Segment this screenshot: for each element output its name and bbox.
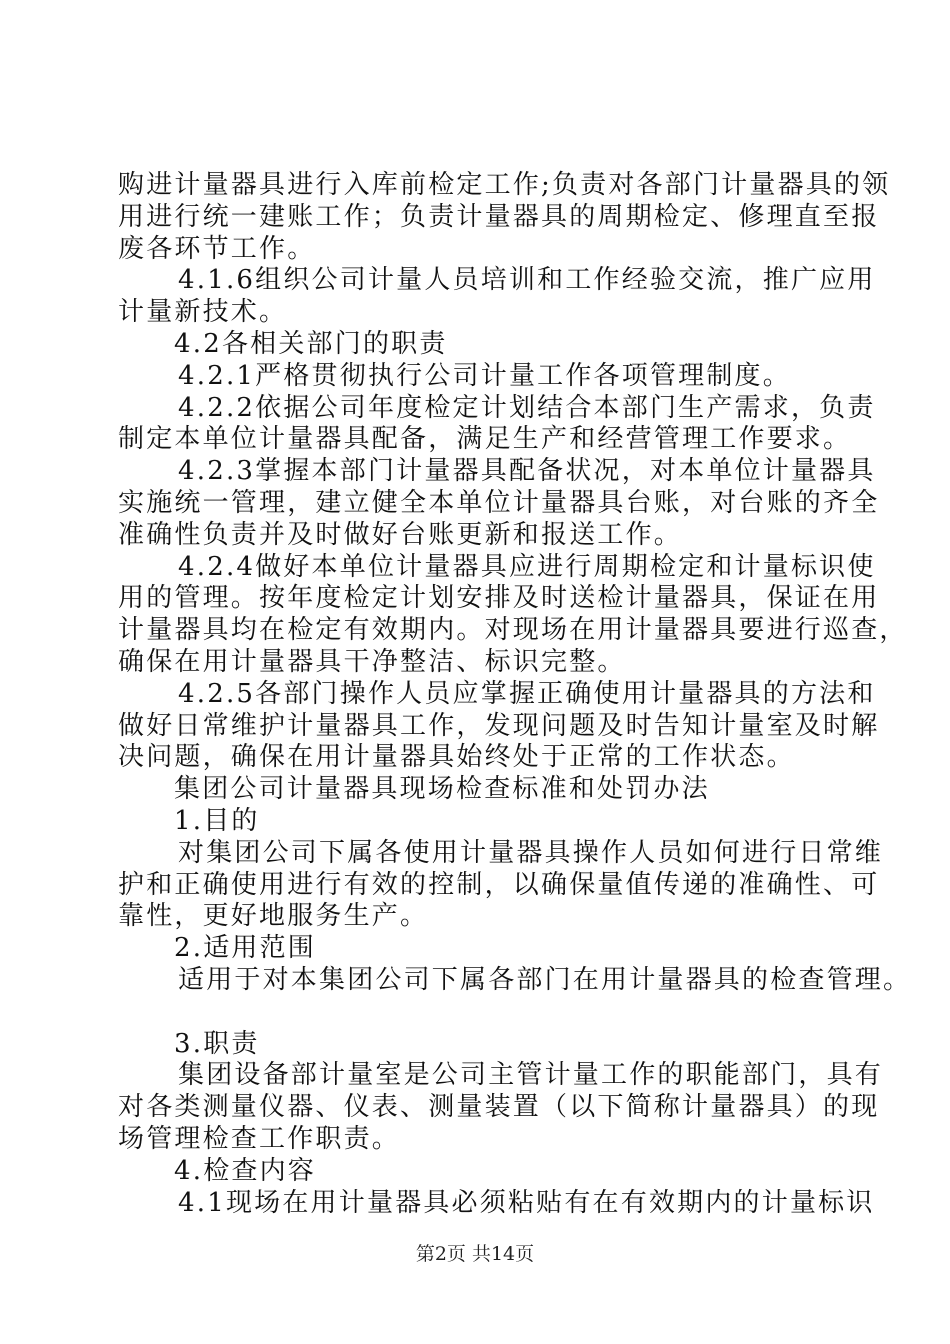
section-heading: 1.目的 bbox=[174, 805, 260, 836]
section-heading: 4.2各相关部门的职责 bbox=[174, 328, 448, 359]
text-line: 4.1.6组织公司计量人员培训和工作经验交流，推广应用 bbox=[178, 265, 876, 296]
section-heading: 4.检查内容 bbox=[174, 1155, 317, 1186]
text-line: 对集团公司下属各使用计量器具操作人员如何进行日常维 bbox=[178, 837, 884, 868]
text-line: 4.2.5各部门操作人员应掌握正确使用计量器具的方法和 bbox=[178, 678, 876, 709]
text-line: 4.1现场在用计量器具必须粘贴有在有效期内的计量标识 bbox=[178, 1187, 875, 1218]
section-heading: 3.职责 bbox=[174, 1028, 260, 1059]
text-line: 集团设备部计量室是公司主管计量工作的职能部门，具有 bbox=[178, 1060, 884, 1091]
section-heading: 2.适用范围 bbox=[174, 933, 317, 964]
text-line: 决问题，确保在用计量器具始终处于正常的工作状态。 bbox=[118, 742, 795, 773]
text-line: 用进行统一建账工作；负责计量器具的周期检定、修理直至报 bbox=[118, 201, 880, 232]
text-line: 4.2.4做好本单位计量器具应进行周期检定和计量标识使 bbox=[178, 551, 876, 582]
text-line: 4.2.1严格贯彻执行公司计量工作各项管理制度。 bbox=[178, 360, 791, 391]
text-line: 4.2.2依据公司年度检定计划结合本部门生产需求，负责 bbox=[178, 392, 876, 423]
text-line: 护和正确使用进行有效的控制，以确保量值传递的准确性、可 bbox=[118, 869, 880, 900]
text-line: 计量新技术。 bbox=[118, 297, 288, 328]
section-heading: 集团公司计量器具现场检查标准和处罚办法 bbox=[174, 774, 710, 805]
text-line: 准确性负责并及时做好台账更新和报送工作。 bbox=[118, 519, 683, 550]
blank-line bbox=[118, 997, 838, 1029]
text-line: 适用于对本集团公司下属各部门在用计量器具的检查管理。 bbox=[178, 964, 912, 995]
page-number-footer: 第2页 共14页 bbox=[415, 1243, 535, 1265]
document-body bbox=[118, 170, 912, 1219]
text-line: 做好日常维护计量器具工作，发现问题及时告知计量室及时解 bbox=[118, 710, 880, 741]
text-line: 实施统一管理，建立健全本单位计量器具台账，对台账的齐全 bbox=[118, 487, 880, 518]
text-line: 计量器具均在检定有效期内。对现场在用计量器具要进行巡查， bbox=[118, 615, 908, 646]
text-line: 确保在用计量器具干净整洁、标识完整。 bbox=[118, 646, 626, 677]
text-line: 场管理检查工作职责。 bbox=[118, 1123, 401, 1154]
text-line: 购进计量器具进行入库前检定工作;负责对各部门计量器具的领 bbox=[118, 170, 891, 200]
text-line: 靠性，更好地服务生产。 bbox=[118, 901, 429, 932]
text-line: 废各环节工作。 bbox=[118, 233, 316, 264]
text-line: 对各类测量仪器、仪表、测量装置（以下简称计量器具）的现 bbox=[118, 1092, 880, 1123]
text-line: 4.2.3掌握本部门计量器具配备状况，对本单位计量器具 bbox=[178, 456, 876, 487]
text-line: 制定本单位计量器具配备，满足生产和经营管理工作要求。 bbox=[118, 424, 852, 455]
text-line: 用的管理。按年度检定计划安排及时送检计量器具，保证在用 bbox=[118, 583, 880, 614]
